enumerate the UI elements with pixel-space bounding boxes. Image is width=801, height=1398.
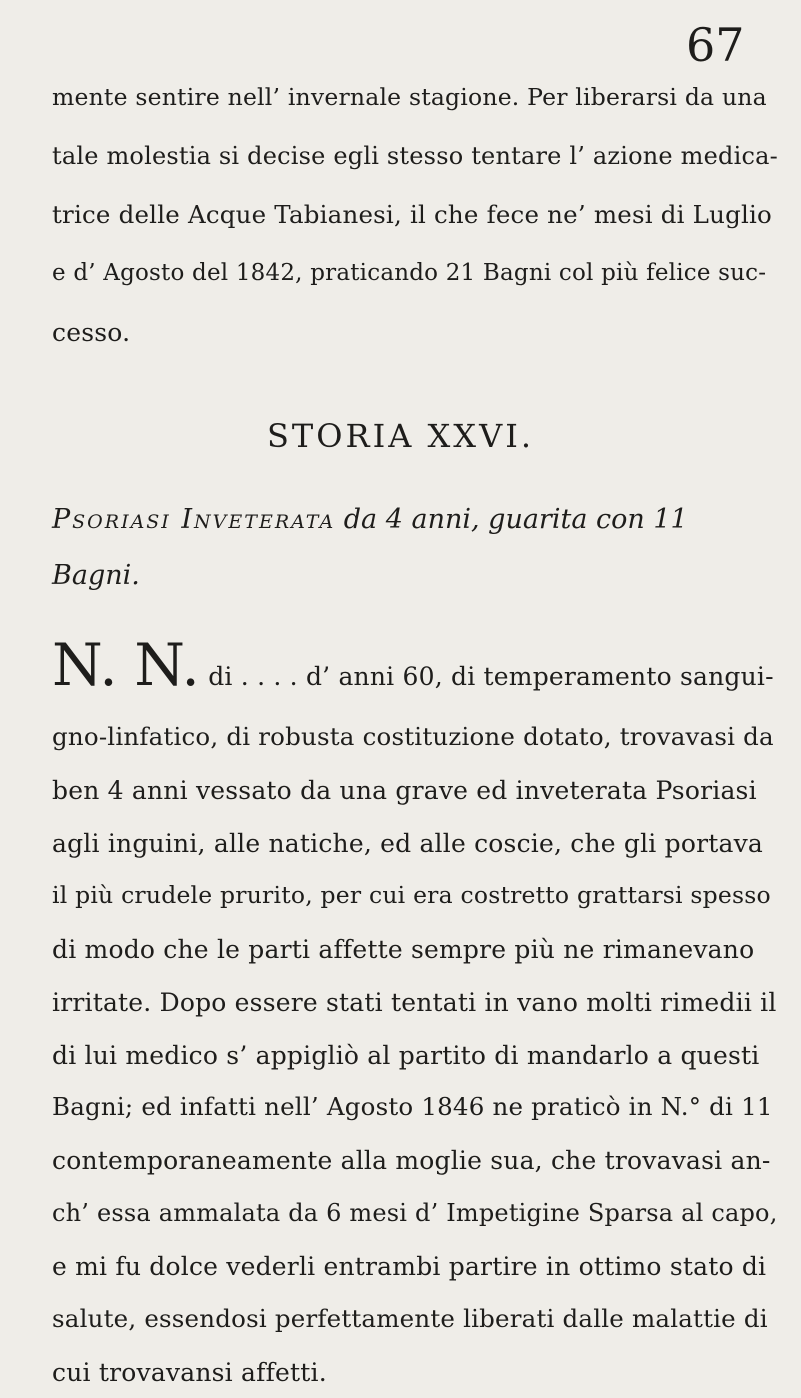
text-line: cui trovavansi affetti. [52,1358,327,1387]
subtitle-rest: da 4 anni, guarita con 11 [335,504,688,535]
subtitle-diagnosis: Psoriasi Inveterata [52,504,336,535]
text-line: ben 4 anni vessato da una grave ed inveterata Psoriasi [52,776,757,805]
text-line: Bagni; ed infatti nell’ Agosto 1846 ne praticò in N.° di 11 [52,1092,773,1121]
text-line: agli inguini, alle natiche, ed alle coscie, che gli portava [52,829,764,858]
text-line: gno-linfatico, di robusta costituzione dotato, trovavasi da [52,722,774,751]
page-number: 67 [686,18,745,72]
initial-n-2: N. [134,631,201,699]
text-line: tale molestia si decise egli stesso tentare l’ azione medica- [52,142,778,170]
section-heading: STORIA XXVI. [267,417,534,455]
text-line: il più crudele prurito, per cui era costretto grattarsi spesso [52,881,771,909]
text-line: cesso. [52,318,131,347]
text-line: salute, essendosi perfettamente liberati dalle malattie di [52,1304,768,1333]
text-line: trice delle Acque Tabianesi, il che fece ne’ mesi di Luglio [52,200,773,229]
text-line: irritate. Dopo essere stati tentati in vano molti rimedii il [52,988,777,1017]
text-line: ch’ essa ammalata da 6 mesi d’ Impetigine Sparsa al capo, [52,1199,778,1227]
first-line-text: di . . . . d’ anni 60, di temperamento sangui- [200,662,774,691]
initial-n-1: N. [52,631,118,699]
section-subtitle [52,506,688,533]
text-line: di modo che le parti affette sempre più ne rimanevano [52,935,755,964]
text-line-first [52,631,774,699]
text-line: mente sentire nell’ invernale stagione. Per liberarsi da una [52,83,767,111]
text-line: di lui medico s’ appigliò al partito di mandarlo a questi [52,1041,760,1070]
text-line: e d’ Agosto del 1842, praticando 21 Bagni col più felice suc- [52,260,767,286]
section-subtitle-line2: Bagni. [52,560,140,591]
text-line: e mi fu dolce vederli entrambi partire in ottimo stato di [52,1252,767,1281]
text-line: contemporaneamente alla moglie sua, che trovavasi an- [52,1146,771,1175]
